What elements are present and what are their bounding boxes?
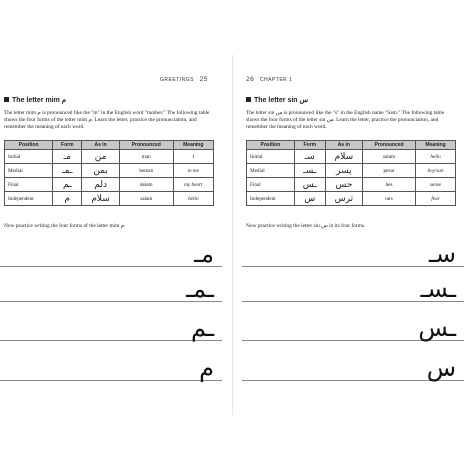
col-header: Position bbox=[247, 141, 295, 150]
cell-form: م bbox=[53, 192, 82, 206]
table-row bbox=[247, 164, 456, 178]
cell-position: Independent bbox=[247, 192, 295, 206]
cell-form: ـم bbox=[53, 178, 82, 192]
section-heading bbox=[246, 96, 308, 104]
cell-pronounced: man bbox=[119, 150, 173, 164]
letter-form-demo: مـ bbox=[194, 240, 214, 268]
cell-as-in: حس bbox=[325, 178, 362, 192]
page-number: 26 bbox=[246, 76, 255, 83]
cell-as-in: دلم bbox=[82, 178, 120, 192]
letter-forms-table bbox=[246, 140, 456, 206]
bullet-square-icon bbox=[4, 97, 9, 102]
cell-position: Final bbox=[5, 178, 53, 192]
col-header: Meaning bbox=[416, 141, 456, 150]
col-header: Pronounced bbox=[119, 141, 173, 150]
cell-pronounced: tars bbox=[363, 192, 416, 206]
cell-pronounced: beman bbox=[119, 164, 173, 178]
section-heading bbox=[4, 96, 66, 104]
cell-form: س bbox=[294, 192, 325, 206]
cell-position: Medial bbox=[247, 164, 295, 178]
col-header: Form bbox=[53, 141, 82, 150]
running-header bbox=[160, 76, 208, 83]
cell-meaning: hello bbox=[173, 192, 213, 206]
col-header: As in bbox=[325, 141, 362, 150]
letter-form-demo: ـمـ bbox=[186, 275, 214, 303]
right-page bbox=[242, 58, 464, 410]
letter-form-demo: س bbox=[426, 354, 456, 382]
cell-position: Final bbox=[247, 178, 295, 192]
cell-form: مـ bbox=[53, 150, 82, 164]
cell-meaning: sense bbox=[416, 178, 456, 192]
cell-position: Medial bbox=[5, 164, 53, 178]
letter-form-demo: ـم bbox=[190, 314, 214, 342]
table-header-row bbox=[247, 141, 456, 150]
cell-form: ـسـ bbox=[294, 164, 325, 178]
table-row bbox=[247, 150, 456, 164]
table-row bbox=[5, 164, 214, 178]
table-header-row bbox=[5, 141, 214, 150]
left-page bbox=[0, 58, 222, 410]
letter-form-demo: ـس bbox=[418, 314, 456, 342]
intro-paragraph: The letter mim م is pronounced like the "m" in the English word "mother." The following table shows the four forms of the letter mim م. Learn the letter, practice the pronunciation, and remember the meaning of each word. bbox=[4, 110, 210, 131]
table-row bbox=[5, 192, 214, 206]
heading-text: The letter mim م bbox=[12, 97, 67, 104]
cell-form: ـمـ bbox=[53, 164, 82, 178]
cell-position: Initial bbox=[247, 150, 295, 164]
cell-position: Initial bbox=[5, 150, 53, 164]
cell-meaning: to me bbox=[173, 164, 213, 178]
heading-text: The letter sin س bbox=[254, 97, 309, 104]
writing-line bbox=[0, 266, 222, 267]
table-row bbox=[247, 192, 456, 206]
letter-forms-table bbox=[4, 140, 214, 206]
cell-meaning: I bbox=[173, 150, 213, 164]
col-header: Position bbox=[5, 141, 53, 150]
cell-as-in: سلام bbox=[82, 192, 120, 206]
col-header: Form bbox=[294, 141, 325, 150]
cell-form: سـ bbox=[294, 150, 325, 164]
practice-instruction: Now practice writing the four forms of the letter mim م. bbox=[4, 223, 126, 229]
table-row bbox=[247, 178, 456, 192]
table-row bbox=[5, 178, 214, 192]
cell-meaning: my heart bbox=[173, 178, 213, 192]
cell-position: Independent bbox=[5, 192, 53, 206]
cell-meaning: hello bbox=[416, 150, 456, 164]
cell-as-in: ترس bbox=[325, 192, 362, 206]
cell-form: ـس bbox=[294, 178, 325, 192]
cell-as-in: پسر bbox=[325, 164, 362, 178]
running-header bbox=[246, 76, 292, 83]
cell-pronounced: salam bbox=[119, 192, 173, 206]
letter-form-demo: ـسـ bbox=[420, 275, 456, 303]
cell-pronounced: hes bbox=[363, 178, 416, 192]
cell-pronounced: salam bbox=[363, 150, 416, 164]
cell-as-in: بمن bbox=[82, 164, 120, 178]
running-title: GREETINGS bbox=[160, 77, 194, 83]
cell-meaning: fear bbox=[416, 192, 456, 206]
cell-pronounced: pesar bbox=[363, 164, 416, 178]
table-row bbox=[5, 150, 214, 164]
col-header: As in bbox=[82, 141, 120, 150]
book-gutter bbox=[232, 55, 233, 415]
writing-line bbox=[0, 380, 222, 381]
cell-pronounced: delam bbox=[119, 178, 173, 192]
col-header: Pronounced bbox=[363, 141, 416, 150]
letter-form-demo: سـ bbox=[428, 240, 456, 268]
bullet-square-icon bbox=[246, 97, 251, 102]
running-title: CHAPTER 1 bbox=[259, 77, 293, 83]
practice-instruction: Now practice writing the letter sin س in its four forms. bbox=[246, 223, 366, 229]
page-number: 25 bbox=[199, 76, 208, 83]
writing-line bbox=[0, 340, 222, 341]
col-header: Meaning bbox=[173, 141, 213, 150]
cell-as-in: سلام bbox=[325, 150, 362, 164]
cell-meaning: boy/son bbox=[416, 164, 456, 178]
cell-as-in: من bbox=[82, 150, 120, 164]
letter-form-demo: م bbox=[199, 354, 214, 382]
intro-paragraph: The letter sin س is pronounced like the "s" in the English name "Sam." The following table shows the four forms of the letter sin س. Learn the letter, practice the pronunciation, and remember the meaning of each word. bbox=[246, 110, 445, 131]
